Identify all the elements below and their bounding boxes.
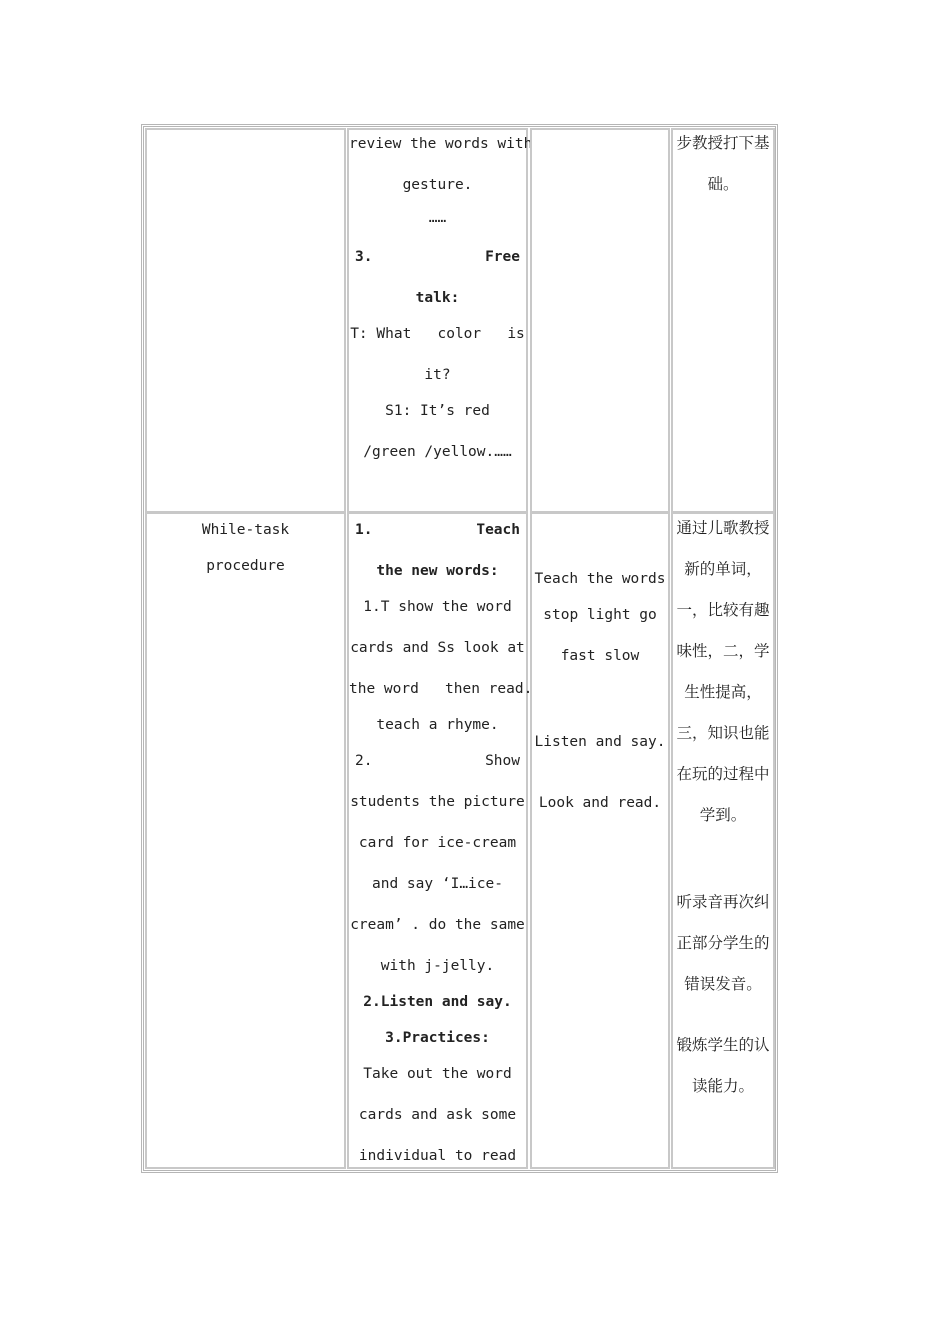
row1-purpose-cell [671,128,775,513]
procedure-item-heading [349,249,526,265]
row2-activity-cell [530,512,670,1169]
activity-line: Teach the words [534,571,666,587]
procedure-line: …… [428,210,447,226]
procedure-line: the new words: [376,563,499,579]
purpose-line: 一，比较有趣 [676,601,770,619]
procedure-item-heading [349,753,526,769]
procedure-line: teach a rhyme. [376,717,499,733]
activity-line: Look and read. [538,795,662,811]
procedure-line: talk: [415,290,460,306]
procedure-line: 2.Listen and say. [363,994,512,1010]
procedure-line: S1: It’s red [385,403,490,419]
item-number: 3. [355,249,373,265]
item-word: Show [485,753,520,769]
purpose-line: 正部分学生的 [676,934,770,952]
activity-line: stop light go [543,607,657,623]
purpose-line: 听录音再次纠 [676,893,770,911]
procedure-line: cards and Ss look at [350,640,525,656]
procedure-line: Take out the word [363,1066,512,1082]
procedure-line: card for ice-cream [358,835,517,851]
item-word: Free [485,249,520,265]
purpose-line: 新的单词， [684,560,762,578]
procedure-item-heading [349,522,526,538]
procedure-line: cream’ . do the same [350,917,525,933]
procedure-line: students the picture [350,794,525,810]
activity-line: fast slow [560,648,640,664]
activity-line: Listen and say. [534,734,666,750]
procedure-line: 1.T show the word [363,599,512,615]
row1-activity-cell [530,128,670,513]
procedure-line: the word then read. [349,681,533,697]
row1-procedure-cell [347,128,533,513]
purpose-line: 在玩的过程中 [676,765,770,783]
procedure-line: T: What color is [350,326,525,342]
purpose-line: 生性提高， [684,683,762,701]
procedure-line: gesture. [402,177,473,193]
row2-stage-cell [145,512,346,1169]
purpose-line: 锻炼学生的认 [676,1036,770,1054]
procedure-line: 3.Practices: [385,1030,490,1046]
procedure-line: /green /yellow.…… [363,444,512,460]
purpose-line: 三，知识也能 [676,724,770,742]
procedure-line: review the words with [349,136,533,152]
row2-purpose-cell [671,512,775,1169]
item-word: Teach [476,522,520,538]
procedure-line: it? [424,367,451,383]
stage-label: procedure [206,558,285,574]
row1-stage-cell [145,128,346,513]
stage-label: While-task [201,522,290,538]
purpose-line: 础。 [707,175,739,193]
item-number: 2. [355,753,373,769]
purpose-line: 步教授打下基 [676,134,770,152]
procedure-line: with j-jelly. [380,958,495,974]
item-number: 1. [355,522,373,538]
procedure-line: individual to read [358,1148,517,1164]
purpose-line: 错误发音。 [684,975,762,993]
procedure-line: cards and ask some [358,1107,517,1123]
purpose-line: 味性，二，学 [676,642,770,660]
row2-procedure-cell [347,512,533,1169]
purpose-line: 通过儿歌教授 [676,519,770,537]
purpose-line: 读能力。 [691,1077,754,1095]
purpose-line: 学到。 [699,806,747,824]
procedure-line: and say ‘I…ice- [372,876,503,892]
